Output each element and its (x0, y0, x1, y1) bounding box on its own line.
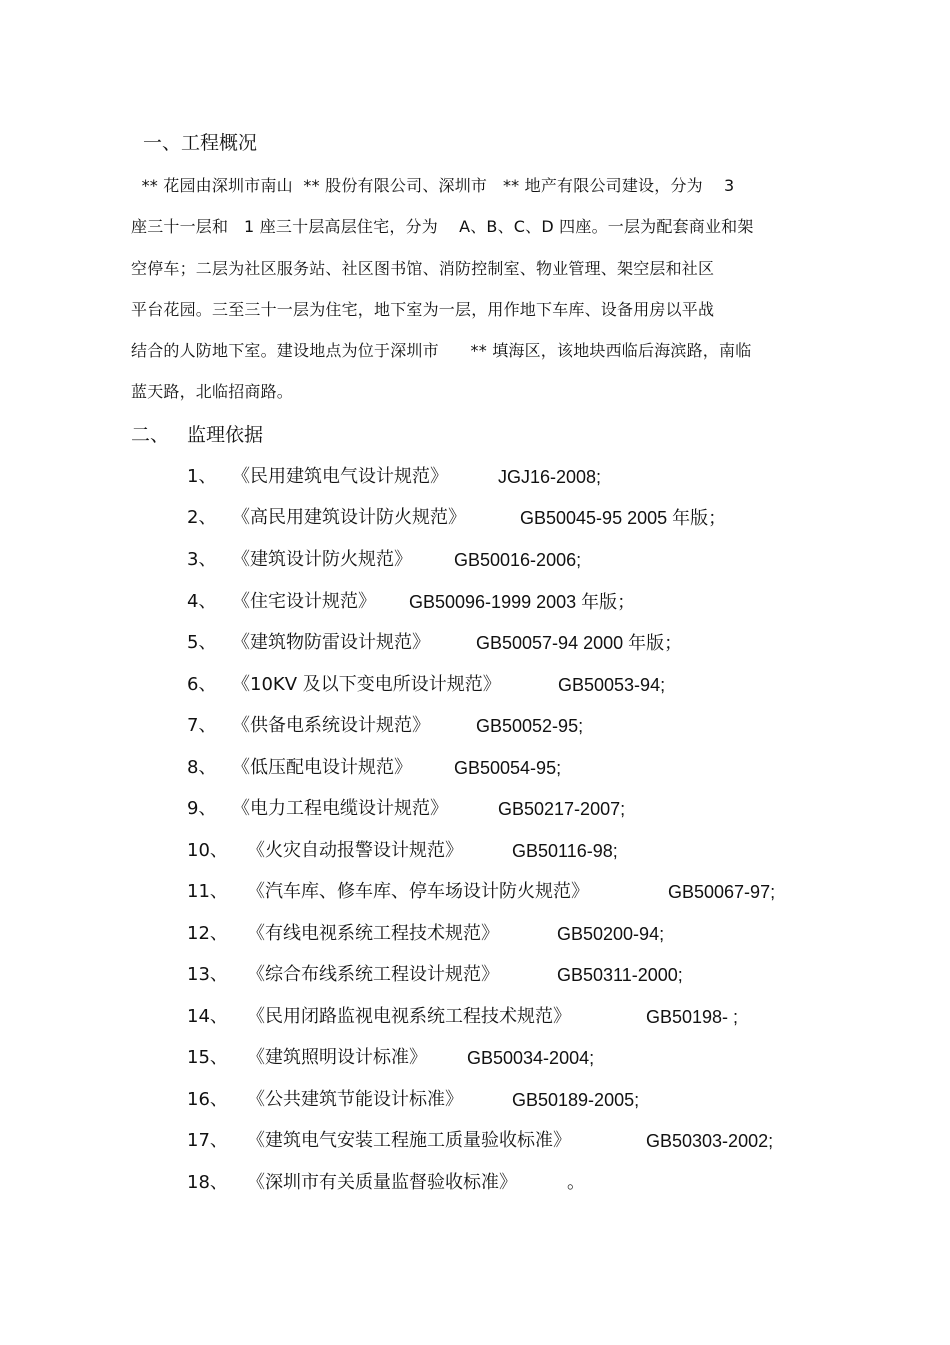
reference-title: 《供备电系统设计规范》 (232, 715, 430, 736)
paragraph-line: 结合的人防地下室。建设地点为位于深圳市 ** 填海区，该地块西临后海滨路，南临 (131, 341, 752, 360)
reference-code: GB50198- ; (646, 1007, 739, 1027)
reference-number: 5、 (187, 632, 217, 653)
reference-title: 《民用闭路监视电视系统工程技术规范》 (247, 1006, 571, 1027)
reference-code: GB50067-97; (668, 882, 776, 902)
section-heading-project-overview: 一、工程概况 (143, 132, 258, 154)
reference-title: 《高民用建筑设计防火规范》 (232, 507, 466, 528)
reference-terminator: 。 (567, 1172, 585, 1193)
reference-title: 《有线电视系统工程技术规范》 (247, 923, 499, 944)
reference-number: 7、 (187, 715, 217, 736)
reference-title: 《电力工程电缆设计规范》 (232, 798, 448, 819)
reference-title: 《建筑设计防火规范》 (232, 549, 412, 570)
reference-code: GB50034-2004; (467, 1048, 595, 1068)
reference-code: GB50303-2002; (646, 1131, 774, 1151)
reference-number: 14、 (187, 1006, 228, 1027)
reference-code: GB50096-1999 2003 年版； (409, 592, 636, 612)
reference-number: 11、 (187, 881, 228, 902)
paragraph-line: 蓝天路，北临招商路。 (131, 382, 294, 401)
reference-code: GB50054-95; (454, 758, 562, 778)
section-title: 监理依据 (187, 424, 264, 446)
reference-title: 《10KV 及以下变电所设计规范》 (232, 674, 501, 695)
reference-code: GB50053-94; (558, 675, 666, 695)
section-heading-supervision-basis (131, 423, 264, 447)
reference-number: 16、 (187, 1089, 228, 1110)
reference-title: 《住宅设计规范》 (232, 591, 376, 612)
reference-number: 6、 (187, 674, 217, 695)
reference-number: 18、 (187, 1172, 228, 1193)
reference-code: GB50016-2006; (454, 550, 582, 570)
reference-code: GB50200-94; (557, 924, 665, 944)
reference-title: 《低压配电设计规范》 (232, 757, 412, 778)
reference-code: GB50189-2005; (512, 1090, 640, 1110)
reference-title: 《火灾自动报警设计规范》 (247, 840, 463, 861)
section-number: 二、 (131, 424, 170, 446)
reference-number: 13、 (187, 964, 228, 985)
reference-code: JGJ16-2008; (498, 467, 602, 487)
reference-title: 《公共建筑节能设计标准》 (247, 1089, 463, 1110)
paragraph-line: 平台花园。三至三十一层为住宅，地下室为一层，用作地下车库、设备用房以平战 (131, 300, 715, 319)
reference-number: 3、 (187, 549, 217, 570)
reference-number: 12、 (187, 923, 228, 944)
paragraph-line: 座三十一层和 1 座三十层高层住宅，分为 A、B、C、D 四座。一层为配套商业和架 (131, 217, 754, 236)
reference-number: 9、 (187, 798, 217, 819)
reference-number: 4、 (187, 591, 217, 612)
reference-title: 《汽车库、修车库、停车场设计防火规范》 (247, 881, 589, 902)
reference-code: GB50052-95; (476, 716, 584, 736)
paragraph-line: 空停车；二层为社区服务站、社区图书馆、消防控制室、物业管理、架空层和社区 (131, 259, 715, 278)
reference-code: GB50116-98; (512, 841, 618, 861)
reference-number: 15、 (187, 1047, 228, 1068)
reference-code: GB50217-2007; (498, 799, 626, 819)
reference-title: 《民用建筑电气设计规范》 (232, 466, 448, 487)
reference-number: 17、 (187, 1130, 228, 1151)
reference-title: 《综合布线系统工程设计规范》 (247, 964, 499, 985)
reference-title: 《建筑物防雷设计规范》 (232, 632, 430, 653)
reference-number: 10、 (187, 840, 228, 861)
reference-title: 《建筑电气安装工程施工质量验收标准》 (247, 1130, 571, 1151)
reference-code: GB50045-95 2005 年版； (520, 508, 727, 528)
reference-code: GB50057-94 2000 年版； (476, 633, 683, 653)
paragraph-line: ** 花园由深圳市南山 ** 股份有限公司、深圳市 ** 地产有限公司建设，分为 3 (131, 176, 735, 195)
reference-number: 8、 (187, 757, 217, 778)
reference-title: 《建筑照明设计标准》 (247, 1047, 427, 1068)
reference-code: GB50311-2000; (557, 965, 683, 985)
reference-title: 《深圳市有关质量监督验收标准》 (247, 1172, 517, 1193)
reference-number: 1、 (187, 466, 217, 487)
reference-number: 2、 (187, 507, 217, 528)
